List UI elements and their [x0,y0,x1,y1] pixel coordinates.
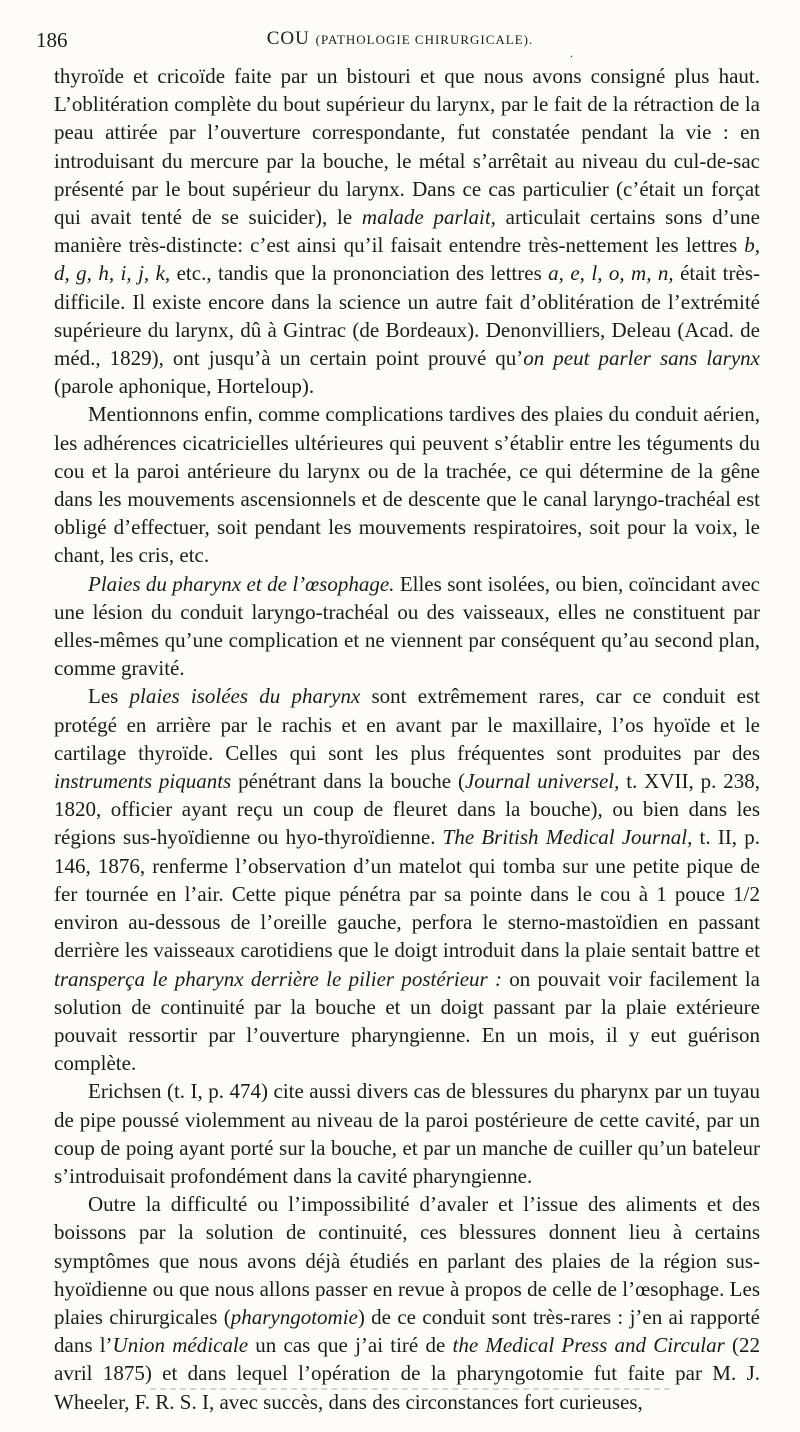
text-run: on pouvait voir facilement la solution de continuité par la bouche et un doigt passant par la plaie extérieure pouvait ressortir par l’ouverture pharyngienne. En un mois, il y eut guérison complète. [54,966,760,1076]
text-run: Outre la difficulté ou l’impossibilité d’avaler et l’issue des aliments et des boissons par la solution de continuité, ces blessures donnent lieu à certains symptômes que nous avons déjà étudiés en parlant des plaies de la région sus-hyoïdienne ou que nous allons passer en revue à propos de celle de l’œsophage. Les plaies chirurgicales ( [54,1192,760,1329]
text-run: thyroïde et cricoïde faite par un bistouri et que nous avons consigné plus haut. L’oblitération complète du bout supérieur du larynx, par le fait de la rétraction de la peau attirée par l’ouverture correspondante, fut constatée pendant la vie : en introduisant du mercure par la bouche, le métal s’arrêtait au niveau du cul-de-sac présenté par le bout supérieur du larynx. Dans ce cas particulier (c’était un forçat qui avait tenté de se suicider), le [54,64,760,230]
paragraph [54,1077,760,1190]
text-run: un cas que j’ai tiré de [248,1333,453,1358]
italic-text: The British Medical Journal, [442,825,693,850]
italic-text: Journal universel, [464,769,620,794]
text-run: ) de ce conduit sont très-rares : j’en ai rapporté dans l’ [54,1304,760,1358]
running-head-main: COU [266,28,310,49]
text-run: (parole aphonique, Horteloup). [54,374,315,399]
text-run: (22 avril 1875) et dans lequel l’opération de la pharyngotomie fut faite par M. J. Wheeler, F. R. S. I, avec succès, dans des circonstances fort curieuses, [54,1333,760,1414]
text-run: pénétrant dans la bouche ( [231,769,465,794]
text-run: Les [88,684,130,709]
text-run: etc., tandis que la prononciation des lettres [170,261,549,286]
paragraph [54,1190,760,1416]
paragraph [54,62,760,400]
page-number: 186 [36,28,68,52]
text-run: Mentionnons enfin, comme complications tardives des plaies du conduit aérien, les adhérences cicatricielles ultérieures qui peuvent s’établir entre les téguments du cou et la paroi antérieure du larynx ou de la trachée, ce qui détermine de la gêne dans les mouvements ascensionnels et de descente que le canal laryngo-trachéal est obligé d’effectuer, soit pendant les mouvements respiratoires, soit pour la voix, le chant, les cris, etc. [54,402,760,568]
text-run: était très-difficile. Il existe encore dans la science un autre fait d’oblitération de l’extrémité supérieure du larynx, dû à Gintrac (de Bordeaux). Denonvilliers, Deleau (Acad. de méd., 1829), ont jusqu’à un certain point prouvé qu’ [54,261,760,371]
text-run: sont extrêmement rares, car ce conduit est protégé en arrière par le rachis et en avant par le maxillaire, l’os hyoïde et le cartilage thyroïde. Celles qui sont les plus fréquentes sont produites par des [54,684,760,765]
text-run: t. XVII, p. 238, 1820, officier ayant reçu un coup de fleuret dans la bouche), ou bien dans les régions sus-hyoïdienne ou hyo-thyroïdienne. [54,769,760,850]
text-run: t. II, p. 146, 1876, renferme l’observation d’un matelot qui tomba sur une petite pique de fer tournée en l’air. Cette pique pénétra par sa pointe dans le cou à 1 pouce 1/2 environ au-dessous de l’oreille gauche, perfora le sterno-mastoïdien en passant derrière les vaisseaux carotidiens que le doigt introduit dans la plaie sentait battre et [54,825,760,963]
italic-text: transperça le pharynx derrière le pilier postérieur : [54,966,502,991]
italic-text: plaies isolées du pharynx [129,684,361,709]
footer-rule [150,1388,670,1390]
italic-text: pharyngotomie [230,1304,358,1329]
paragraph [54,400,760,569]
header-dot: . [570,46,573,60]
italic-text: a, e, l, o, m, n, [548,261,674,286]
italic-text: malade parlait, [361,205,496,230]
running-head [0,28,800,50]
italic-text: on peut parler sans larynx [523,346,760,371]
page-header [0,28,800,58]
text-run: Erichsen (t. I, p. 474) cite aussi divers cas de blessures du pharynx par un tuyau de pipe poussé violemment au niveau de la paroi postérieure de cette cavité, par un coup de poing ayant porté sur la bouche, et par un manche de cuiller qu’un bateleur s’introduisait profondément dans la cavité pharyngienne. [54,1079,760,1188]
body-text [54,62,760,1416]
running-head-sub: (PATHOLOGIE CHIRURGICALE). [315,32,534,47]
italic-text: the Medical Press and Circular [452,1333,725,1358]
italic-text: instruments piquants [54,769,232,794]
paragraph [54,570,760,683]
italic-text: Plaies du pharynx et de l’œsophage. [88,571,395,596]
text-run: articulait certains sons d’une manière très-distincte: c’est ainsi qu’il faisait entendre très-nettement les lettres [54,205,760,258]
paragraph [54,682,760,1077]
italic-text: Union médicale [112,1333,249,1358]
text-run: Elles sont isolées, ou bien, coïncidant avec une lésion du conduit laryngo-trachéal ou des vaisseaux, elles ne constituent par elles-mêmes qu’une complication et ne viennent par conséquent qu’au second plan, comme gravité. [54,571,760,681]
italic-text: b, d, g, h, i, j, k, [54,233,760,286]
